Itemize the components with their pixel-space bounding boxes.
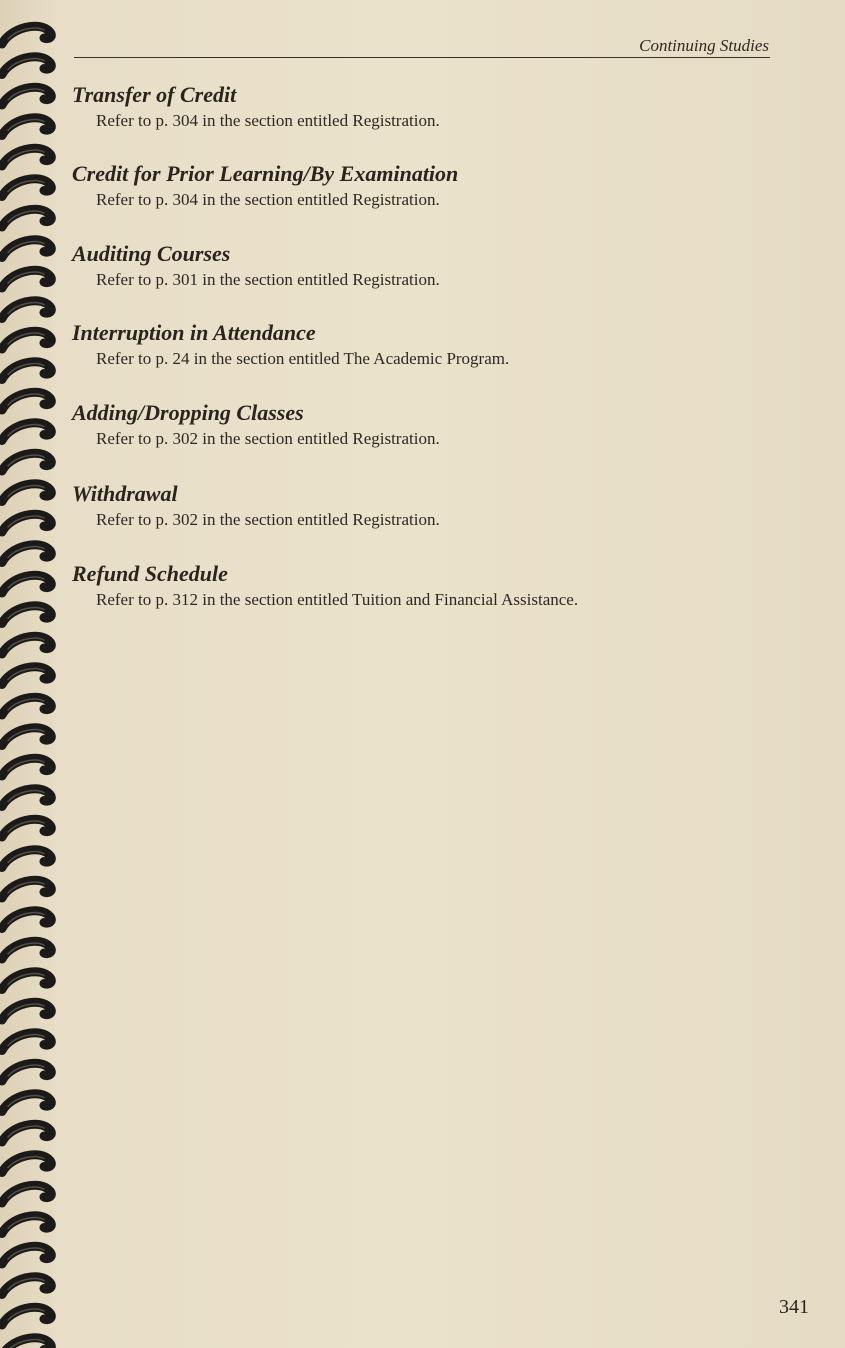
section-text: Refer to p. 302 in the section entitled Registration. — [96, 429, 440, 448]
section-text: Refer to p. 24 in the section entitled The Academic Program. — [96, 349, 510, 368]
section-title: Transfer of Credit — [72, 82, 237, 107]
section-auditing-courses — [72, 241, 440, 291]
section-text: Refer to p. 304 in the section entitled Registration. — [96, 190, 440, 209]
section-interruption-in-attendance — [72, 320, 509, 370]
section-text: Refer to p. 312 in the section entitled Tuition and Financial Assistance. — [96, 590, 579, 609]
section-title: Interruption in Attendance — [72, 320, 316, 345]
section-title: Auditing Courses — [72, 241, 231, 266]
section-title: Credit for Prior Learning/By Examination — [72, 161, 459, 186]
header-rule — [74, 57, 770, 58]
section-title: Refund Schedule — [72, 561, 228, 586]
section-text: Refer to p. 301 in the section entitled Registration. — [96, 270, 440, 289]
section-adding-dropping-classes — [72, 400, 440, 450]
section-credit-for-prior-learning — [72, 161, 458, 211]
section-transfer-of-credit — [72, 82, 440, 132]
section-refund-schedule — [72, 561, 578, 611]
section-title: Withdrawal — [72, 481, 178, 506]
running-head: Continuing Studies — [639, 36, 769, 55]
section-withdrawal — [72, 481, 440, 531]
section-text: Refer to p. 304 in the section entitled Registration. — [96, 111, 440, 130]
section-title: Adding/Dropping Classes — [72, 400, 304, 425]
spiral-binding-icon — [0, 0, 70, 1348]
section-text: Refer to p. 302 in the section entitled Registration. — [96, 510, 440, 529]
page-number: 341 — [779, 1296, 809, 1318]
